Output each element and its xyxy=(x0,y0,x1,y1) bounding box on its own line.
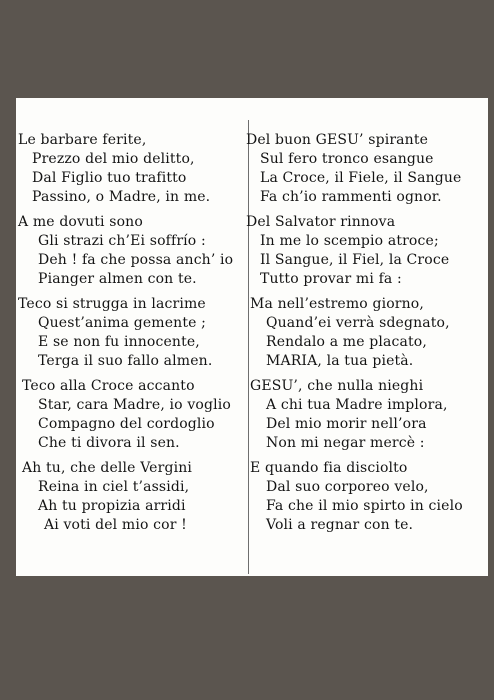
verse-line: Prezzo del mio delitto, xyxy=(32,151,195,167)
verse-line: E se non fu innocente, xyxy=(38,334,200,350)
verse-line: Deh ! fa che possa anch’ io xyxy=(38,252,234,268)
verse-line: Ai voti del mio cor ! xyxy=(44,517,187,533)
verse-line: Star, cara Madre, io voglio xyxy=(38,397,231,413)
verse-line: Le barbare ferite, xyxy=(18,132,147,148)
verse-line: Fa ch’io rammenti ognor. xyxy=(260,189,442,205)
verse-line: A me dovuti sono xyxy=(18,214,143,230)
verse-line: Reina in ciel t’assidi, xyxy=(38,479,190,495)
verse-line: Tutto provar mi fa : xyxy=(260,271,402,287)
verse-line: Il Sangue, il Fiel, la Croce xyxy=(260,252,450,268)
verse-line: Ah tu propizia arridi xyxy=(38,498,186,514)
verse-line: Del Salvator rinnova xyxy=(246,214,396,230)
verse-line: Compagno del cordoglio xyxy=(38,416,215,432)
verse-line: Fa che il mio spirto in cielo xyxy=(266,498,463,514)
verse-line: Ah tu, che delle Vergini xyxy=(22,460,192,476)
column-divider xyxy=(248,120,249,574)
verse-line: In me lo scempio atroce; xyxy=(260,233,439,249)
book-page xyxy=(16,98,488,576)
verse-line: E quando fia disciolto xyxy=(250,460,408,476)
verse-line: Del mio morir nell’ora xyxy=(266,416,427,432)
verse-line: Pianger almen con te. xyxy=(38,271,197,287)
verse-line: Teco si strugga in lacrime xyxy=(18,296,206,312)
verse-line: Teco alla Croce accanto xyxy=(22,378,195,394)
verse-line: Gli strazi ch’Ei soffrío : xyxy=(38,233,206,249)
verse-line: Quest’anima gemente ; xyxy=(38,315,207,331)
verse-line: Dal suo corporeo velo, xyxy=(266,479,429,495)
verse-line: MARIA, la tua pietà. xyxy=(266,353,414,369)
verse-line: Che ti divora il sen. xyxy=(38,435,180,451)
verse-line: Terga il suo fallo almen. xyxy=(38,353,213,369)
verse-line: Passino, o Madre, in me. xyxy=(32,189,211,205)
verse-line: Voli a regnar con te. xyxy=(266,517,414,533)
verse-line: A chi tua Madre implora, xyxy=(266,397,448,413)
verse-line: Quand’ei verrà sdegnato, xyxy=(266,315,450,331)
verse-line: Ma nell’estremo giorno, xyxy=(250,296,424,312)
verse-line: Sul fero tronco esangue xyxy=(260,151,434,167)
verse-line: Non mi negar mercè : xyxy=(266,435,425,451)
verse-line: Rendalo a me placato, xyxy=(266,334,427,350)
verse-line: Dal Figlio tuo trafitto xyxy=(32,170,187,186)
verse-line: Del buon GESU’ spirante xyxy=(246,132,429,148)
verse-line: La Croce, il Fiele, il Sangue xyxy=(260,170,462,186)
verse-line: GESU’, che nulla nieghi xyxy=(250,378,424,394)
